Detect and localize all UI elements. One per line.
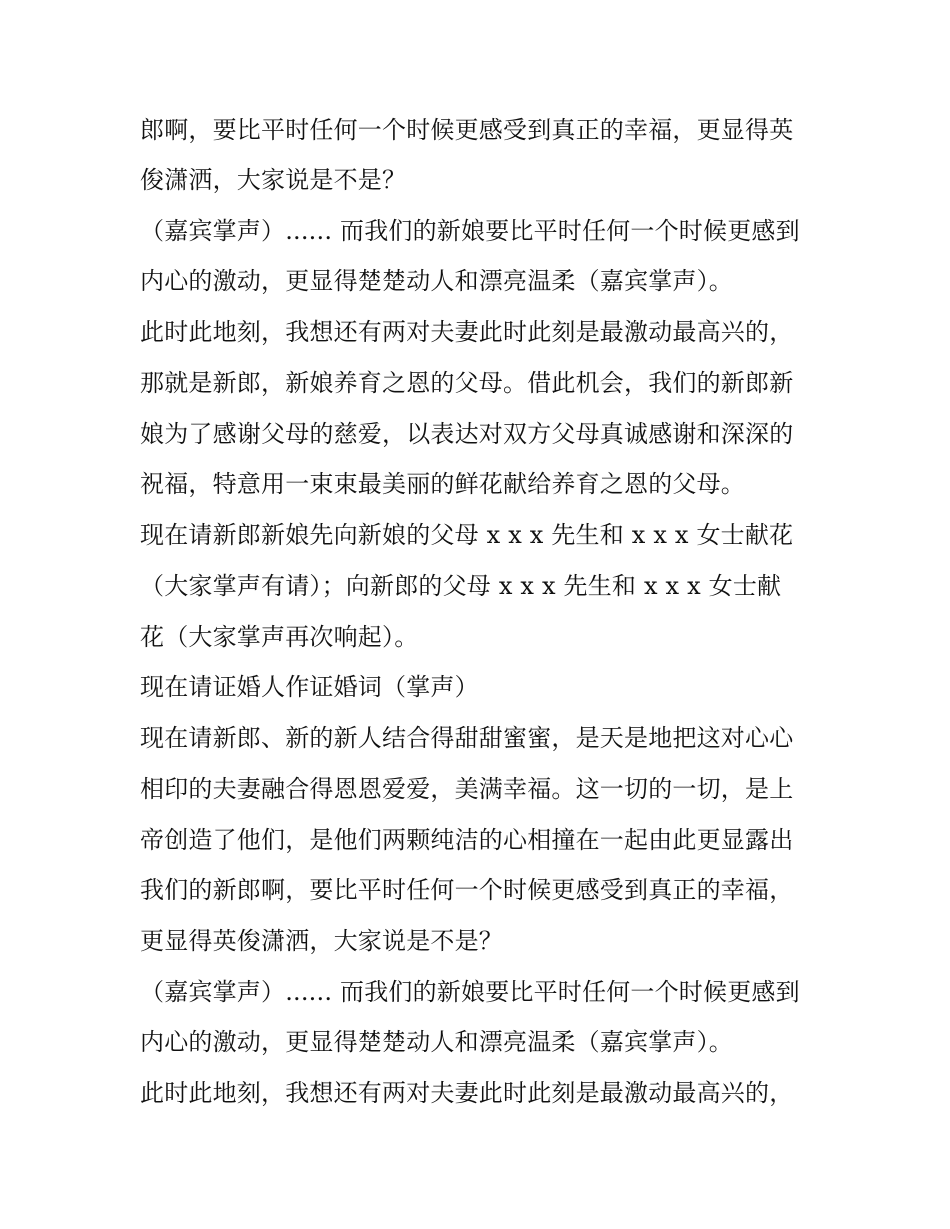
text-line: 帝创造了他们，是他们两颗纯洁的心相撞在一起由此更显露出 bbox=[140, 826, 794, 854]
text-line: 花（大家掌声再次响起）。 bbox=[140, 623, 419, 651]
text-line: 那就是新郎，新娘养育之恩的父母。借此机会，我们的新郎新 bbox=[140, 369, 794, 397]
text-line: 现在请证婚人作证婚词（掌声） bbox=[140, 673, 479, 701]
text-line: 俊潇洒，大家说是不是？ bbox=[140, 166, 407, 194]
text-line: 内心的激动，更显得楚楚动人和漂亮温柔（嘉宾掌声）。 bbox=[140, 1028, 733, 1056]
text-line: 更显得英俊潇洒，大家说是不是？ bbox=[140, 927, 503, 955]
text-line: 内心的激动，更显得楚楚动人和漂亮温柔（嘉宾掌声）。 bbox=[140, 267, 733, 295]
text-line: 娘为了感谢父母的慈爱，以表达对双方父母真诚感谢和深深的 bbox=[140, 420, 794, 448]
text-line: （大家掌声有请）；向新郎的父母 x x x 先生和 x x x 女士献 bbox=[140, 572, 782, 600]
text-line: 此时此地刻，我想还有两对夫妻此时此刻是最激动最高兴的， bbox=[140, 318, 794, 346]
text-line: 我们的新郎啊，要比平时任何一个时候更感受到真正的幸福， bbox=[140, 876, 794, 904]
text-line: 此时此地刻，我想还有两对夫妻此时此刻是最激动最高兴的， bbox=[140, 1079, 794, 1107]
text-line: （嘉宾掌声）...... 而我们的新娘要比平时任何一个时候更感到 bbox=[140, 978, 800, 1006]
text-line: 现在请新郎、新的新人结合得甜甜蜜蜜，是天是地把这对心心 bbox=[140, 724, 794, 752]
text-line: 相印的夫妻融合得恩恩爱爱，美满幸福。这一切的一切，是上 bbox=[140, 775, 794, 803]
text-line: 祝福，特意用一束束最美丽的鲜花献给养育之恩的父母。 bbox=[140, 470, 745, 498]
text-line: （嘉宾掌声）...... 而我们的新娘要比平时任何一个时候更感到 bbox=[140, 217, 800, 245]
text-line: 现在请新郎新娘先向新娘的父母 x x x 先生和 x x x 女士献花 bbox=[140, 521, 794, 549]
text-line: 郎啊，要比平时任何一个时候更感受到真正的幸福，更显得英 bbox=[140, 116, 794, 144]
